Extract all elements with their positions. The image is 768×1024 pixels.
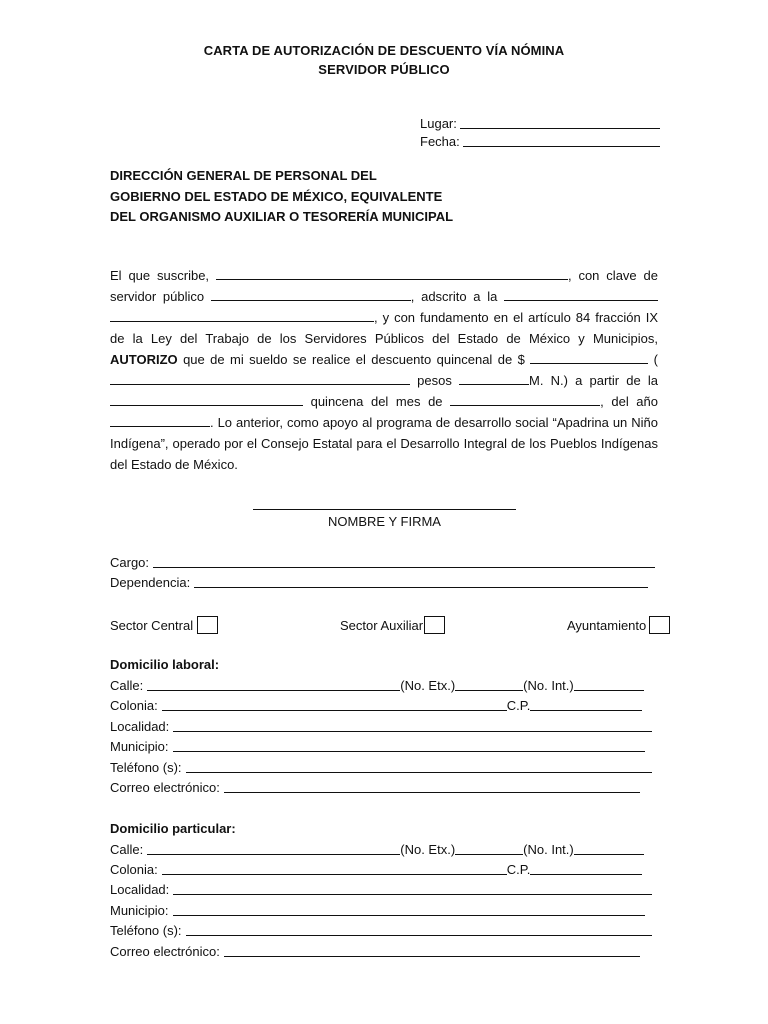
- particular-municipio-row[interactable]: Municipio:: [110, 903, 658, 918]
- ayuntamiento-option[interactable]: [567, 616, 670, 634]
- fecha-blank[interactable]: [463, 133, 660, 147]
- dependencia-blank[interactable]: [194, 575, 648, 588]
- particular-calle-row[interactable]: Calle: (No. Etx.) (No. Int.): [110, 842, 658, 857]
- signature-label: NOMBRE Y FIRMA: [328, 514, 441, 529]
- laboral-correo-row[interactable]: Correo electrónico:: [110, 780, 658, 795]
- addressee-block: [110, 166, 453, 228]
- laboral-cp-blank[interactable]: [530, 698, 642, 711]
- month-blank[interactable]: [450, 393, 600, 406]
- sector-auxiliar-option[interactable]: [340, 616, 445, 634]
- addressee-line: DEL ORGANISMO AUXILIAR O TESORERÍA MUNICIPAL: [110, 209, 454, 224]
- particular-telefono-row[interactable]: Teléfono (s):: [110, 923, 658, 938]
- particular-colonia-row[interactable]: Colonia: C.P.: [110, 862, 658, 877]
- sector-central-checkbox[interactable]: [197, 616, 218, 634]
- particular-cp-blank[interactable]: [530, 862, 642, 875]
- particular-localidad-row[interactable]: Localidad:: [110, 882, 658, 897]
- sector-central-label: Sector Central: [110, 617, 194, 633]
- lugar-blank[interactable]: [460, 115, 660, 129]
- particular-noext-blank[interactable]: [455, 842, 523, 855]
- laboral-municipio-blank[interactable]: [173, 739, 645, 752]
- particular-telefono-blank[interactable]: [186, 923, 652, 936]
- addressee-line: DIRECCIÓN GENERAL DE PERSONAL DEL: [110, 168, 377, 183]
- document-title: CARTA DE AUTORIZACIÓN DE DESCUENTO VÍA NÓMINA: [203, 43, 565, 58]
- dependencia-field[interactable]: [110, 575, 648, 590]
- dependencia-label: Dependencia:: [110, 575, 191, 590]
- lugar-field[interactable]: [420, 115, 660, 131]
- lugar-label: Lugar:: [420, 116, 457, 131]
- particular-localidad-blank[interactable]: [173, 882, 652, 895]
- laboral-municipio-row[interactable]: Municipio:: [110, 739, 658, 754]
- fecha-field[interactable]: [420, 133, 660, 149]
- quincena-blank[interactable]: [110, 393, 303, 406]
- sector-central-option[interactable]: [110, 616, 218, 634]
- laboral-colonia-blank[interactable]: [162, 698, 507, 711]
- particular-municipio-blank[interactable]: [173, 903, 645, 916]
- laboral-colonia-row[interactable]: Colonia: C.P.: [110, 698, 658, 713]
- laboral-telefono-blank[interactable]: [186, 760, 652, 773]
- particular-correo-row[interactable]: Correo electrónico:: [110, 944, 658, 959]
- laboral-localidad-blank[interactable]: [173, 719, 652, 732]
- cargo-blank[interactable]: [153, 555, 655, 568]
- clave-blank[interactable]: [211, 288, 411, 301]
- sector-auxiliar-label: Sector Auxiliar: [340, 617, 424, 633]
- cargo-field[interactable]: [110, 555, 655, 570]
- cargo-label: Cargo:: [110, 555, 150, 570]
- laboral-correo-blank[interactable]: [224, 780, 640, 793]
- sector-auxiliar-checkbox[interactable]: [424, 616, 445, 634]
- laboral-noext-blank[interactable]: [455, 678, 523, 691]
- name-blank[interactable]: [216, 267, 568, 280]
- authorization-paragraph: El que suscribe, , con clave de servidor público , adscrito a la , y con fundamento en el artículo 84 fracción IX de la Ley del Trabajo de los Servidores Públicos del Estado de México y Municipios, AUTORIZO que de mi sueldo se realice el descuento quincenal de $ ( pesos M. N.) a partir de la quincena del mes de , del año . Lo anterior, como apoyo al programa de desarrollo social “Apadrina un Niño Indígena”, operado por el Consejo Estatal para el Desarrollo Integral de los Pueblos Indígenas del Estado de México.: [110, 268, 659, 472]
- particular-calle-blank[interactable]: [147, 842, 400, 855]
- ayuntamiento-checkbox[interactable]: [649, 616, 670, 634]
- particular-correo-blank[interactable]: [224, 944, 640, 957]
- particular-noint-blank[interactable]: [574, 842, 644, 855]
- ayuntamiento-label: Ayuntamiento: [567, 617, 647, 633]
- amount-words-blank[interactable]: [110, 372, 410, 385]
- particular-heading: Domicilio particular:: [110, 821, 236, 836]
- addressee-line: GOBIERNO DEL ESTADO DE MÉXICO, EQUIVALENTE: [110, 188, 443, 204]
- laboral-heading: Domicilio laboral:: [110, 657, 220, 672]
- document-subtitle: SERVIDOR PÚBLICO: [318, 62, 450, 77]
- particular-colonia-blank[interactable]: [162, 862, 507, 875]
- laboral-calle-blank[interactable]: [147, 678, 400, 691]
- year-blank[interactable]: [110, 414, 210, 427]
- autorizo-word: AUTORIZO: [110, 352, 178, 367]
- fecha-label: Fecha:: [420, 134, 460, 149]
- amount-blank[interactable]: [530, 351, 648, 364]
- laboral-calle-row[interactable]: Calle: (No. Etx.) (No. Int.): [110, 678, 658, 693]
- adscrito-blank-cont[interactable]: [110, 309, 374, 322]
- signature-line[interactable]: [253, 509, 516, 510]
- laboral-localidad-row[interactable]: Localidad:: [110, 719, 658, 734]
- adscrito-blank[interactable]: [504, 288, 658, 301]
- laboral-telefono-row[interactable]: Teléfono (s):: [110, 760, 658, 775]
- cents-blank[interactable]: [459, 372, 529, 385]
- laboral-noint-blank[interactable]: [574, 678, 644, 691]
